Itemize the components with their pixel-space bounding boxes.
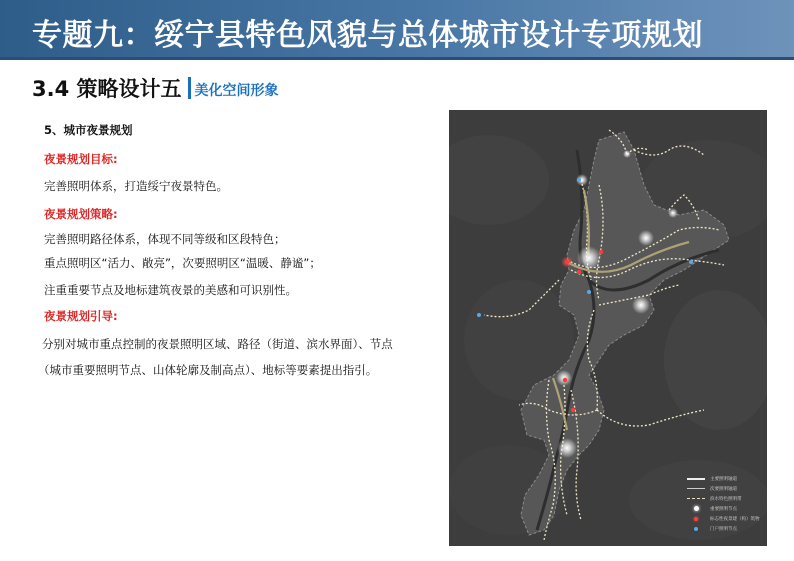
strategy-line-3: 注重重要节点及地标建筑夜景的美感和可识别性。	[44, 283, 297, 297]
strategy-line-2: 重点照明区“活力、敞亮”，次要照明区“温暖、静谧”；	[44, 256, 321, 270]
goal-text: 完善照明体系，打造绥宁夜景特色。	[44, 179, 228, 193]
thick-line-icon	[686, 476, 706, 482]
legend-label: 标志性夜景建（构）筑物	[710, 516, 760, 522]
white-glow-icon	[686, 506, 706, 512]
section-subtitle: 美化空间形象	[194, 82, 279, 99]
legend-item	[686, 494, 742, 503]
section-number-title: 3.4 策略设计五	[32, 77, 182, 101]
map-legend	[686, 474, 766, 544]
red-dot-icon	[686, 516, 706, 522]
legend-item	[686, 514, 760, 523]
legend-label: 滨水特色照明带	[710, 496, 742, 502]
goal-label: 夜景规划目标:	[44, 152, 118, 166]
legend-label: 门户照明节点	[710, 526, 737, 532]
guide-line-2: （城市重要照明节点、山体轮廓及制高点）、地标等要素提出指引。	[38, 363, 378, 377]
blue-dot-icon	[686, 526, 706, 532]
legend-label: 主要照明轴道	[710, 476, 737, 482]
guide-line-1: 分别对城市重点控制的夜景照明区域、路径（街道、滨水界面）、节点	[42, 337, 393, 351]
legend-item	[686, 504, 737, 513]
night-lighting-map	[449, 110, 767, 546]
legend-label: 重要照明节点	[710, 506, 737, 512]
thin-line-icon	[686, 486, 706, 492]
legend-item	[686, 474, 737, 483]
dashed-line-icon	[686, 496, 706, 502]
strategy-line-1: 完善照明路径体系，体现不同等级和区段特色；	[44, 232, 286, 246]
content-heading: 5、城市夜景规划	[44, 123, 133, 137]
legend-label: 次要照明轴道	[710, 486, 737, 492]
legend-item	[686, 524, 737, 533]
strategy-label: 夜景规划策略:	[44, 207, 118, 221]
guide-label: 夜景规划引导:	[44, 309, 118, 323]
page-title: 专题九：绥宁县特色风貌与总体城市设计专项规划	[32, 18, 703, 53]
legend-item	[686, 484, 737, 493]
section-divider	[188, 77, 191, 99]
section-heading	[32, 73, 279, 103]
title-banner	[0, 0, 794, 60]
